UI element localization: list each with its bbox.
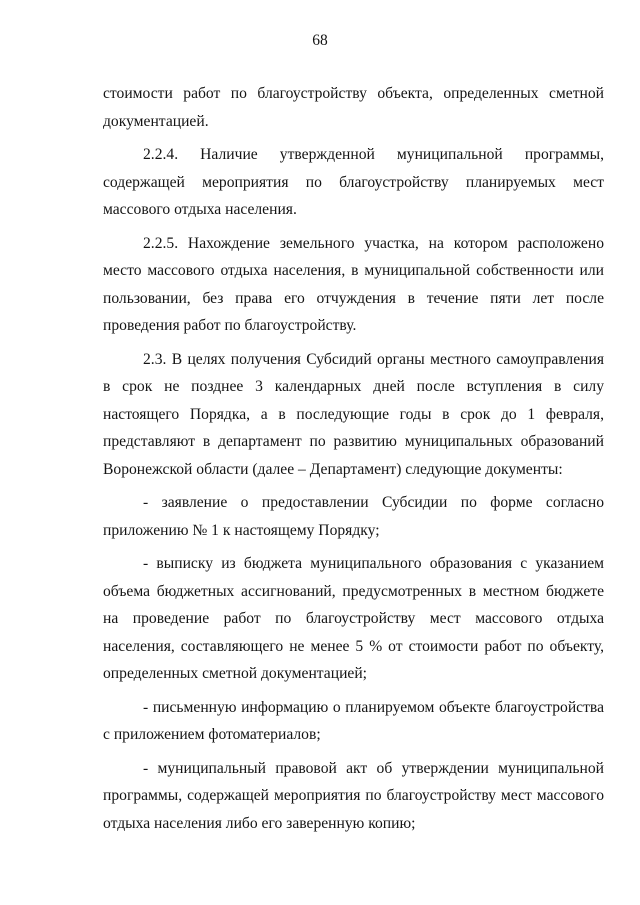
- list-item-legal-act: - муниципальный правовой акт об утверждении муниципальной программы, содержащей мероприятия по благоустройству мест массового отдыха населения либо его заверенную копию;: [103, 759, 604, 832]
- list-item-budget-extract: - выписку из бюджета муниципального образования с указанием объема бюджетных ассигнований, предусмотренных в местном бюджете на проведение работ по благоустройству мест массового отдыха населения, составляющего не менее 5 % от стоимости работ по объекту, определенных сметной документацией;: [103, 555, 604, 682]
- paragraph-continuation: стоимости работ по благоустройству объекта, определенных сметной документацией.: [103, 85, 604, 130]
- paragraph-2-3: 2.3. В целях получения Субсидий органы местного самоуправления в срок не позднее 3 календарных дней после вступления в силу настоящего Порядка, а в последующие годы в срок до 1 февраля, представляют в департамент по развитию муниципальных образований Воронежской области (далее – Департамент) следующие документы:: [103, 350, 604, 478]
- list-item-application: - заявление о предоставлении Субсидии по форме согласно приложению № 1 к настоящему Порядку;: [103, 494, 604, 539]
- document-body: [103, 80, 604, 837]
- paragraph-2-2-5: 2.2.5. Нахождение земельного участка, на котором расположено место массового отдыха населения, в муниципальной собственности или пользовании, без права его отчуждения в течение пяти лет после проведения работ по благоустройству.: [103, 234, 604, 334]
- paragraph-2-2-4: 2.2.4. Наличие утвержденной муниципальной программы, содержащей мероприятия по благоустройству планируемых мест массового отдыха населения.: [103, 146, 604, 218]
- page-number: 68: [312, 32, 328, 49]
- list-item-written-info: - письменную информацию о планируемом объекте благоустройства с приложением фотоматериалов;: [103, 698, 604, 743]
